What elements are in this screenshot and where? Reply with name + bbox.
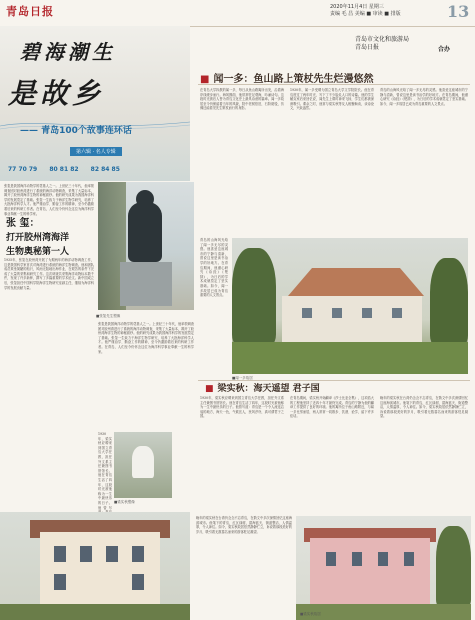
masthead [0,0,475,27]
left-article-title-line1: 打开胶州湾海洋 [6,233,70,243]
hotline-numbers [8,166,130,173]
window [326,552,336,566]
article1-col2: 1930年，闻一多受聘为国立青岛大学文学院院长。他在青岛度过了两年时光，写下了不少脍炙人口的诗篇。他的学生臧克家后来回忆说，闻先生上课时神采飞扬，学生们都被深深吸引。课余之时，他常与梁实秋等友人相聚畅谈，谈诗论文，兴致盎然。 [290,88,374,111]
partner-paper: 青岛日报 [355,44,380,51]
window [302,308,312,318]
left-article-body-cont: 张玺是我国海洋动物学的奠基人之一。上世纪三十年代，他率领调查团对胶州湾进行了系统的海洋动物调查，采集了大量标本，揭开了胶州湾海洋生物的神秘面纱。他的研究成果为我国海洋科学的发展奠定了基础。张玺一生致力于海洋生物学研究，培养了大批海洋科学人才。他严谨治学、勤奋工作的精神，至今仍激励着后来的科研工作者。在青岛，人们至今仍怀念这位为海洋科学事业奉献一生的科学家。 [98,322,194,354]
window [54,574,66,590]
article1-col1: 在青岛大学执教的闻一多，每日从鱼山路寓所出发，沿着海岸线缓步而行。海风拂面，他常常驻足观海，吟诵诗句。这段时光被后人誉为青岛文化史上最具诗意的篇章。闻一多故居至今仍保留着当年的风貌，院中老树依旧，石阶斑驳，仿佛还能看见先生策杖而行的身影。 [200,88,284,111]
window [362,308,372,318]
window [106,546,118,562]
partner-org: 青岛市文化和旅游局 [355,36,410,43]
masthead-logo: 青岛日报 [6,5,54,18]
statue-photo [98,182,194,310]
hotline-1: 77 70 79 [8,166,38,173]
editors-line: 责编 毛 昌 美编 ■ 审读 ■ 排版 [330,11,401,17]
article2-headline-text: 梁实秋：海天遥望 君子国 [217,384,320,394]
ground [0,604,190,620]
page-number: 13 [447,2,470,21]
article1-col-extra: 青岛的山海风光给了闻一多无尽的灵感。他喜爱这座城市的宁静与清新，曾说这里是读书治学的好地方。在青岛期间，他潜心研究《诗经》《楚辞》，为日后的学术成就奠定了坚实基础。如今，闻一多故居已成为青岛重要的人文景点。 [200,238,228,298]
window [392,308,402,318]
article2-col-bottom: 晚年的梁实秋在台湾仍念念不忘青岛，在散文中多次深情回忆这座海滨城市。他笔下的青岛，红瓦绿树，碧海蓝天，街道整洁，人情温厚，令人神往。如今，梁实秋故居依然静静伫立，诉说着那段美好的岁月，吸引着无数慕名而来的游客驻足凝望。 [196,516,292,534]
hotline-3: 82 84 85 [90,166,120,173]
villa-roof [272,268,432,296]
grass [232,342,468,374]
pink-house-photo [296,516,471,620]
tree-shape [232,248,276,344]
window [404,552,414,566]
article1-col3: 青岛的山海风光给了闻一多无尽的灵感。他喜爱这座城市的宁静与清新，曾说这里是读书治学的好地方。在青岛期间，他潜心研究《诗经》《楚辞》，为日后的学术成就奠定了坚实基础。如今，闻一多故居已成为青岛重要的人文景点。 [380,88,468,106]
partner-block [355,36,409,52]
article2-col2: 在青岛期间，梁实秋开始翻译《莎士比亚全集》，这项浩大的工程他坚持了近四十年才最终完成。青岛的宁静为他的翻译工作提供了良好的环境。他的寓所位于鱼山路附近，与闻一多比邻而居，两人常常一同散步、饮酒、论学，留下许多佳话。 [290,396,374,419]
tree-shape [436,526,471,606]
window [332,308,342,318]
window [378,552,388,566]
window [132,546,144,562]
bust-photo [114,432,172,498]
statue-figure [128,202,162,262]
date-line: 2020年11月4日 星期三 [330,4,384,10]
house-photo [0,512,190,620]
divider [198,84,470,85]
villa-wall [282,296,422,342]
banner-tag: 第六辑 · 名人专辑 [70,147,122,156]
hotline-2: 80 81 82 [49,166,79,173]
window [54,546,66,562]
left-article-body: 1935年，张玺在胶州湾开展了为期两年的海洋动物调查工作，这是我国科学家首次对海湾进行系统的海洋生物调查。他和团队成员乘坐简陋的船只，风雨无阻地出海作业，在艰苦的条件下完成了大量的采集和研究工作。这次调查共采集海洋动物标本数千件，发现了许多新种，撰写了多篇重要的学术论文。新中国成立后，张玺担任中国科学院海洋生物研究室副主任，继续为海洋科学的发展贡献力量。 [4,258,94,290]
window [132,574,144,590]
article1-headline [200,70,465,85]
statue-caption: ■张玺先生塑像 [96,314,121,318]
window [80,546,92,562]
house-body [40,532,160,606]
tree-shape [430,258,468,344]
left-article-body-narrow: 1930年，梁实秋应聘来到国立青岛大学任教，担任外文系主任兼图书馆馆长。他在青岛生活了四年，这段时光被他称为一生中最快乐的日子。他曾写 [98,432,112,510]
statue-base [120,262,172,306]
banner-title-line2: 是故乡 [8,77,105,110]
article2-col1: 1930年，梁实秋应聘来到国立青岛大学任教，担任外文系主任兼图书馆馆长。他在青岛生活了四年，这段时光被他称为一生中最快乐的日子。他曾写道：青岛是一个令人流连忘返的地方，海天一色，气候宜人，民风淳朴，真可谓君子之国。 [200,396,284,419]
article-marker-icon: ■ [200,74,210,85]
left-intro-text: 张玺是我国海洋动物学的奠基人之一。上世纪三十年代，他率领调查团对胶州湾进行了系统的海洋动物调查，采集了大量标本，揭开了胶州湾海洋生物的神秘面纱。他的研究成果为我国海洋科学的发展奠定了基础。张玺一生致力于海洋生物学研究，培养了大批海洋科学人才。他严谨治学、勤奋工作的精神，至今仍激励着后来的科研工作者。在青岛，人们至今仍怀念这位为海洋科学事业奉献一生的科学家。 [4,184,94,216]
window [352,552,362,566]
partner-joint: 合办 [438,46,451,53]
pink-house-body [310,538,430,604]
villa-caption: ■闻一多故居 [232,376,253,380]
article2-headline [205,381,470,394]
banner-title-line1: 碧海潮生 [20,40,116,64]
article-marker-icon: ■ [205,384,214,394]
ground [296,604,471,620]
left-article-title-line2: 生物奥秘第一人 [6,247,70,257]
left-article-person: 张 玺： [6,218,40,229]
masthead-meta [330,4,440,18]
bust-shape [132,446,154,478]
article1-headline-text: 闻一多：鱼山路上策杖先生烂漫悠然 [213,74,374,85]
article2-col3: 晚年的梁实秋在台湾仍念念不忘青岛，在散文中多次深情回忆这座海滨城市。他笔下的青岛，红瓦绿树，碧海蓝天，街道整洁，人情温厚，令人神往。如今，梁实秋故居依然静静伫立，诉说着那段美好的岁月，吸引着无数慕名而来的游客驻足凝望。 [380,396,468,419]
pink-house-caption: ■梁实秋故居 [300,612,321,616]
bust-caption: ■梁实秋塑像 [114,500,135,504]
series-banner [0,26,190,181]
banner-subtitle: —— 青岛100个故事连环话 [20,126,132,136]
villa-photo [232,238,468,374]
